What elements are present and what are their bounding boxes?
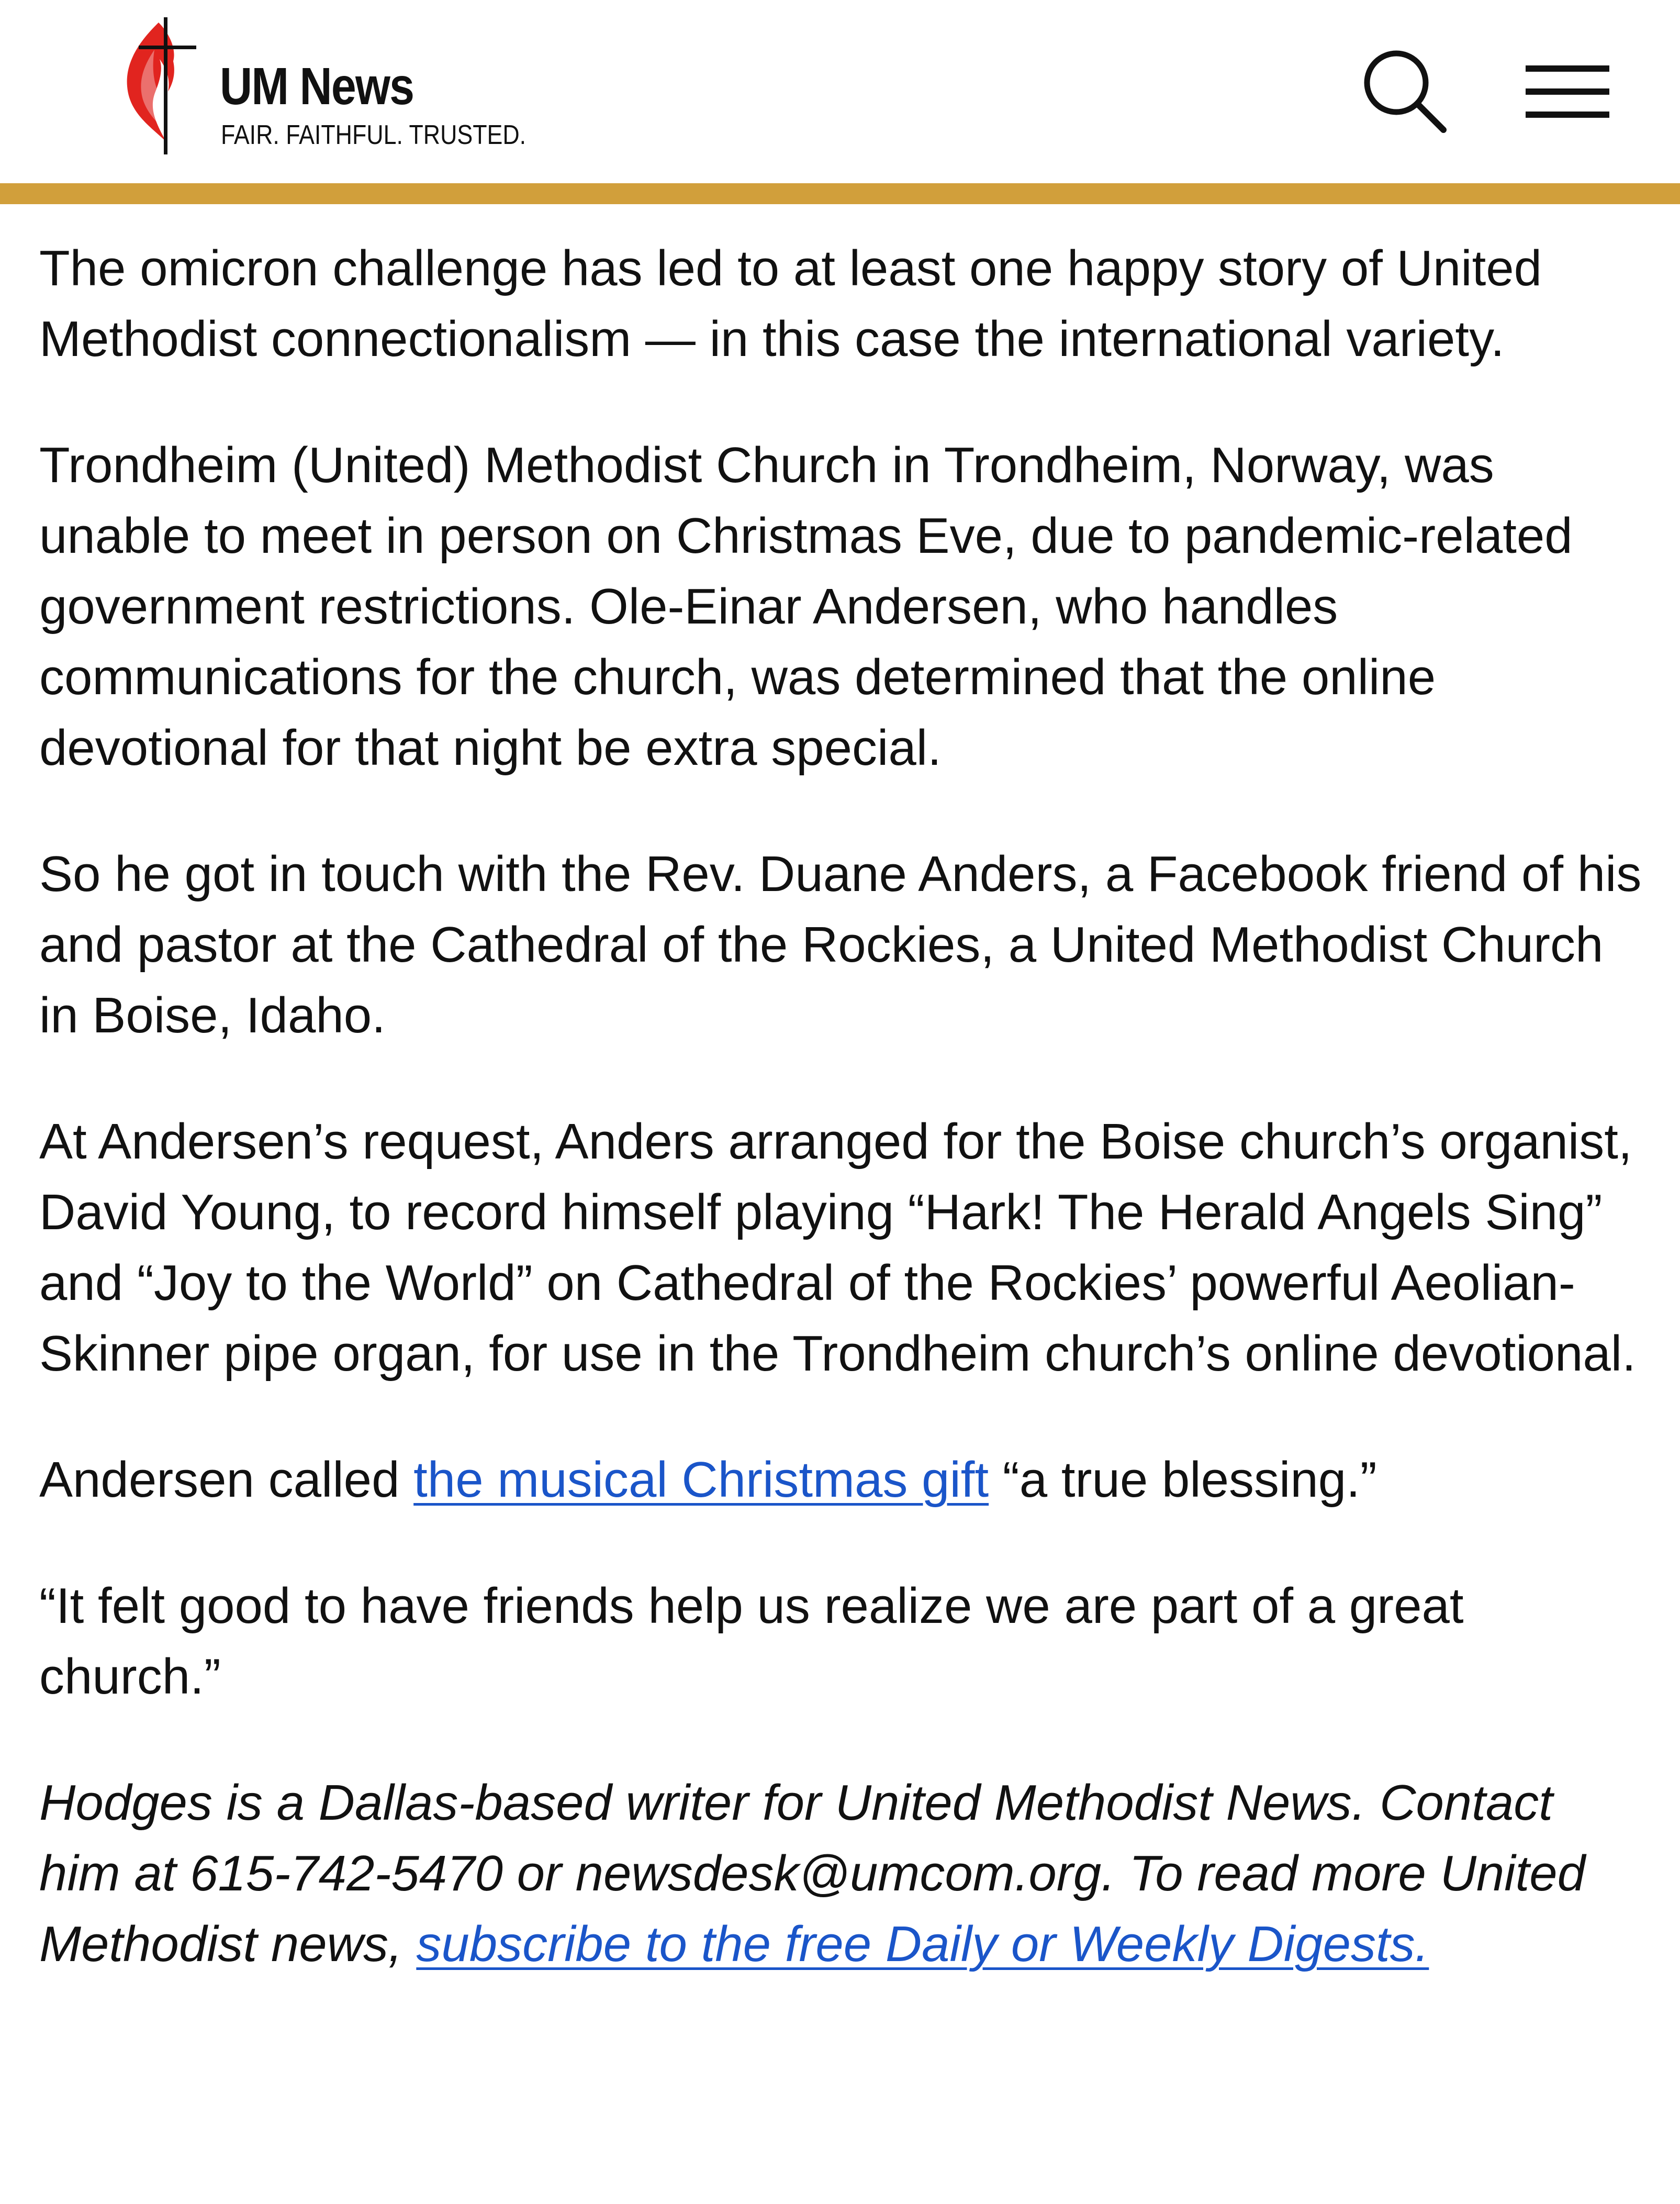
author-byline — [39, 1767, 1646, 1979]
article-paragraph — [39, 1444, 1646, 1515]
cross-and-flame-icon — [118, 13, 201, 154]
article-quote: “It felt good to have friends help us realize we are part of a great church.” — [39, 1578, 1464, 1705]
logo-tagline: FAIR. FAITHFUL. TRUSTED. — [221, 120, 527, 150]
search-icon — [1361, 47, 1450, 136]
logo-title: UM News — [220, 57, 414, 116]
paragraph-text: Andersen called — [39, 1452, 414, 1508]
paragraph-text: “a true blessing.” — [989, 1452, 1377, 1508]
hamburger-menu-icon — [1520, 55, 1615, 128]
article-paragraph: The omicron challenge has led to at least one happy story of United Methodist connectionalism — in this case the international variety. — [39, 240, 1542, 367]
article-paragraph: Trondheim (United) Methodist Church in Trondheim, Norway, was unable to meet in person on Christmas Eve, due to pandemic-related government restrictions. Ole-Einar Andersen, who handles communications for the church, was determined that the online devotional for that night be extra special. — [39, 437, 1573, 776]
article-body — [39, 233, 1646, 1979]
site-header — [0, 0, 1680, 183]
search-button[interactable] — [1361, 47, 1450, 136]
header-accent-bar — [0, 183, 1680, 204]
article-paragraph: So he got in touch with the Rev. Duane Anders, a Facebook friend of his and pastor at the Cathedral of the Rockies, a United Methodist Church in Boise, Idaho. — [39, 846, 1642, 1043]
byline-text: Hodges is a Dallas-based writer for United Methodist News. Contact him at 615-742-5470 or newsdesk@umcom.org. To read more United Methodist news, — [39, 1775, 1586, 1972]
um-news-logo[interactable] — [118, 13, 557, 154]
musical-christmas-gift-link[interactable]: the musical Christmas gift — [413, 1452, 989, 1508]
subscribe-digests-link[interactable]: subscribe to the free Daily or Weekly Digests. — [416, 1916, 1429, 1972]
menu-button[interactable] — [1520, 55, 1615, 128]
article-paragraph: At Andersen’s request, Anders arranged for the Boise church’s organist, David Young, to record himself playing “Hark! The Herald Angels Sing” and “Joy to the World” on Cathedral of the Rockies’ powerful Aeolian-Skinner pipe organ, for use in the Trondheim church’s online devotional. — [39, 1114, 1636, 1382]
